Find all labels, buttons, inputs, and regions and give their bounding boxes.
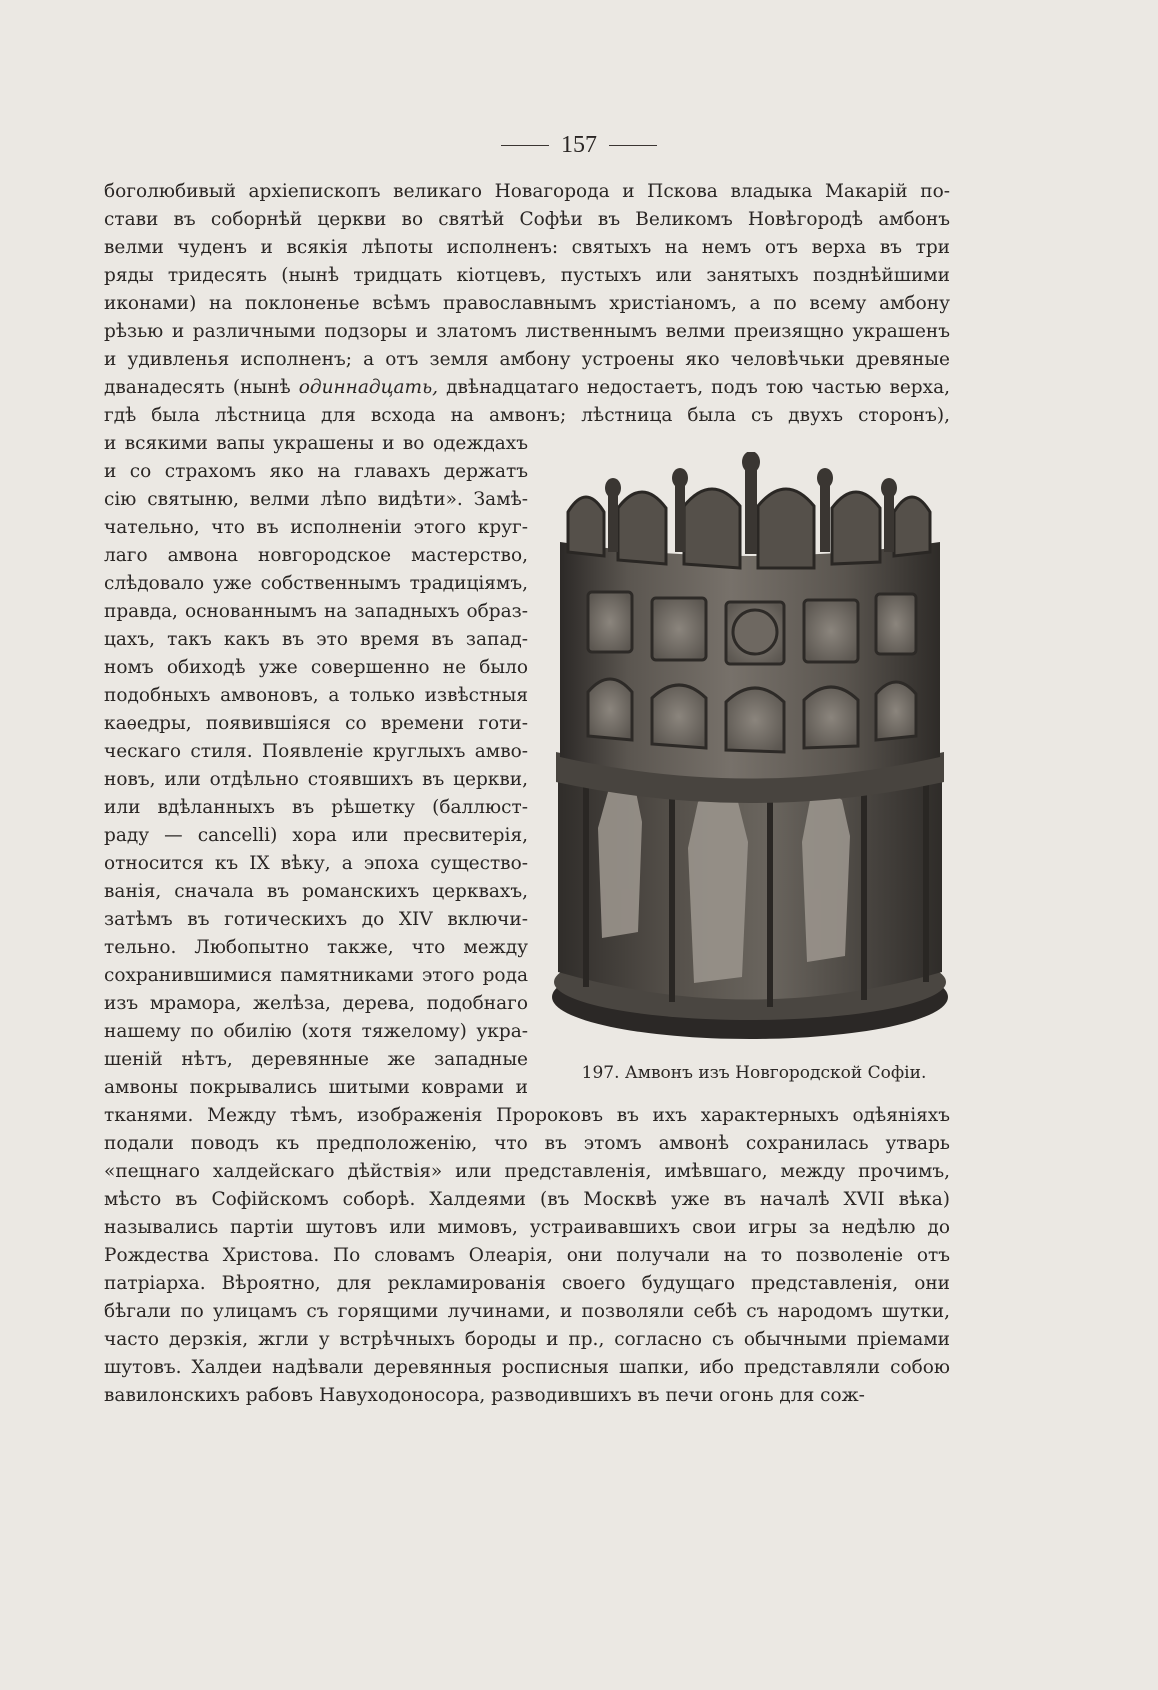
text-line: и со страхомъ яко на главахъ держатъ — [104, 461, 528, 482]
text-line: правда, основаннымъ на западныхъ образ- — [104, 601, 528, 622]
text-line: раду — cancelli) хора или пресвитерія, — [104, 825, 528, 846]
text-line: шутовъ. Халдеи надѣвали деревянныя росписныя шапки, ибо представляли собою — [104, 1357, 950, 1378]
text-line: или вдѣланныхъ въ рѣшетку (баллюст- — [104, 797, 528, 818]
text-line: относится къ IX вѣку, а эпоха существо- — [104, 853, 528, 874]
text-line: изъ мрамора, желѣза, дерева, подобнаго — [104, 993, 528, 1014]
text-line: стави въ соборнѣй церкви во святѣй Софѣи въ Великомъ Новѣгородѣ амбонъ — [104, 209, 950, 230]
text-line: затѣмъ въ готическихъ до XIV включи- — [104, 909, 528, 930]
page-header — [0, 130, 1158, 160]
text-line: шеній нѣтъ, деревянные же западные — [104, 1049, 528, 1070]
text-line: новъ, или отдѣльно стоявшихъ въ церкви, — [104, 769, 528, 790]
text-segment: двѣнадцатаго недостаетъ, подъ тою частью верха, — [438, 377, 950, 398]
emphasized-word: одиннадцать, — [298, 377, 439, 398]
text-segment: дванадесять (нынѣ — [104, 377, 299, 398]
text-line: ванія, сначала въ романскихъ церквахъ, — [104, 881, 528, 902]
text-line: тканями. Между тѣмъ, изображенія Пророковъ въ ихъ характерныхъ одѣяніяхъ — [104, 1105, 950, 1126]
text-line: гдѣ была лѣстница для всхода на амвонъ; лѣстница была съ двухъ сторонъ), — [104, 405, 950, 426]
text-line: Рождества Христова. По словамъ Олеарія, они получали на то позволеніе отъ — [104, 1245, 950, 1266]
text-line: слѣдовало уже собственнымъ традиціямъ, — [104, 573, 528, 594]
text-line: тельно. Любопытно также, что между — [104, 937, 528, 958]
page-number: 157 — [561, 131, 597, 158]
text-line: амвоны покрывались шитыми коврами и — [104, 1077, 528, 1098]
text-line: цахъ, такъ какъ въ это время въ запад- — [104, 629, 528, 650]
text-line: нашему по обилію (хотя тяжелому) укра- — [104, 1021, 528, 1042]
header-rule-left — [501, 145, 549, 146]
figure-caption: 197. Амвонъ изъ Новгородской Софіи. — [581, 1063, 927, 1083]
text-line: патріарха. Вѣроятно, для рекламированія своего будущаго представленія, они — [104, 1273, 950, 1294]
text-line: ряды тридесять (нынѣ тридцать кіотцевъ, пустыхъ или занятыхъ позднѣйшими — [104, 265, 950, 286]
text-line: и всякими вапы украшены и во одеждахъ — [104, 433, 528, 454]
text-line: подали поводъ къ предположенію, что въ этомъ амвонѣ сохранилась утварь — [104, 1133, 950, 1154]
ambon-photo — [548, 452, 952, 1048]
text-line: бѣгали по улицамъ съ горящими лучинами, и позволяли себѣ съ народомъ шутки, — [104, 1301, 950, 1322]
text-line: подобныхъ амвоновъ, а только извѣстныя — [104, 685, 528, 706]
text-line: часто дерзкія, жгли у встрѣчныхъ бороды и пр., согласно съ обычными пріемами — [104, 1329, 950, 1350]
text-line: номъ обиходѣ уже совершенно не было — [104, 657, 528, 678]
text-line: иконами) на поклоненье всѣмъ православнымъ христіаномъ, а по всему амбону — [104, 293, 950, 314]
text-line: лаго амвона новгородское мастерство, — [104, 545, 528, 566]
text-line: каѳедры, появившіяся со времени готи- — [104, 713, 528, 734]
text-line: боголюбивый архіепископъ великаго Новагорода и Пскова владыка Макарій по- — [104, 181, 950, 202]
text-line-with-emphasis — [104, 374, 950, 402]
text-line: ческаго стиля. Появленіе круглыхъ амво- — [104, 741, 528, 762]
text-line: чательно, что въ исполненіи этого круг- — [104, 517, 528, 538]
header-rule-right — [609, 145, 657, 146]
text-line: велми чуденъ и всякія лѣпоты исполненъ: святыхъ на немъ отъ верха въ три — [104, 237, 950, 258]
text-line: сохранившимися памятниками этого рода — [104, 965, 528, 986]
text-line: сію святыню, велми лѣпо видѣти». Замѣ- — [104, 489, 528, 510]
ambon-figure — [548, 452, 952, 1092]
text-line: и удивленья исполненъ; а отъ земля амбону устроены яко человѣчьки древяные — [104, 349, 950, 370]
text-line: «пещнаго халдейскаго дѣйствія» или представленія, имѣвшаго, между прочимъ, — [104, 1161, 950, 1182]
text-line: вавилонскихъ рабовъ Навуходоносора, разводившихъ въ печи огонь для сож- — [104, 1385, 865, 1406]
text-line: мѣсто въ Софійскомъ соборѣ. Халдеями (въ Москвѣ уже въ началѣ XVII вѣка) — [104, 1189, 950, 1210]
text-line: рѣзью и различными подзоры и златомъ лиственнымъ велми преизящно украшенъ — [104, 321, 950, 342]
text-line: назывались партіи шутовъ или мимовъ, устраивавшихъ свои игры за недѣлю до — [104, 1217, 950, 1238]
